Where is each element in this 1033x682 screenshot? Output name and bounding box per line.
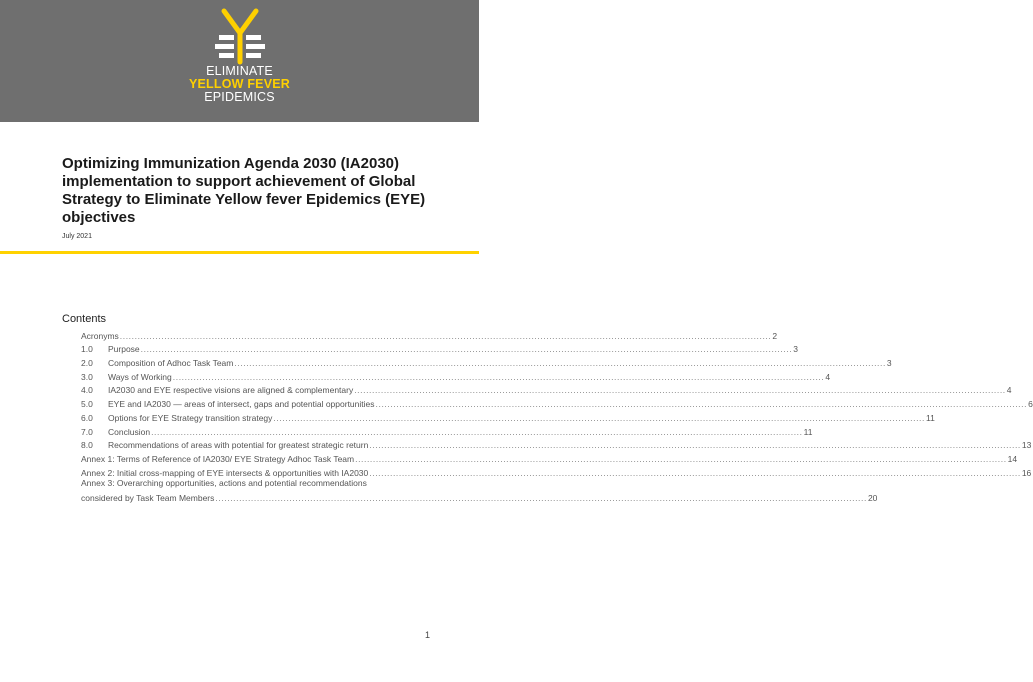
toc-entry-page: 3 bbox=[793, 344, 798, 355]
toc-entry-page: 14 bbox=[1007, 453, 1018, 464]
toc-entry-page: 11 bbox=[803, 426, 813, 437]
toc-entry-page: 20 bbox=[867, 493, 878, 504]
toc-entry-page: 4 bbox=[825, 371, 831, 382]
toc-entry[interactable] bbox=[81, 327, 778, 341]
toc-entry[interactable] bbox=[81, 423, 813, 437]
toc-entry-page: 13 bbox=[1021, 440, 1032, 451]
document-date: July 2021 bbox=[62, 233, 92, 240]
toc-dot-leader: ............................................................................................................................................................................................................................ bbox=[151, 426, 803, 437]
toc-entry[interactable] bbox=[81, 354, 892, 369]
logo-text-yellow-fever: YELLOW FEVER bbox=[188, 77, 290, 91]
toc-entry-page: 16 bbox=[1021, 467, 1032, 478]
toc-entry-label: Annex 1: Terms of Reference of IA2030/ EYE Strategy Adhoc Task Team bbox=[81, 453, 355, 464]
toc-entry[interactable] bbox=[81, 450, 1018, 464]
title-divider bbox=[0, 251, 479, 254]
eye-logo-icon bbox=[210, 8, 270, 65]
toc-entry-label: considered by Task Team Members bbox=[81, 493, 215, 504]
toc-dot-leader: ............................................................................................................................................................................................................................ bbox=[273, 412, 925, 423]
document-title: Optimizing Immunization Agenda 2030 (IA2030) implementation to support achievement of Global Strategy to Eliminate Yellow fever Epidemics (EYE) objectives bbox=[62, 155, 426, 226]
toc-entry-number: 7.0 bbox=[81, 426, 93, 437]
toc-entry-label: Purpose bbox=[108, 344, 140, 355]
toc-entry-label: IA2030 and EYE respective visions are aligned & complementary bbox=[108, 385, 354, 396]
toc-entry[interactable] bbox=[81, 341, 798, 355]
toc-dot-leader: ............................................................................................................................................................................................................................ bbox=[172, 371, 825, 382]
toc-dot-leader: ............................................................................................................................................................................................................................ bbox=[355, 453, 1007, 464]
toc-entry[interactable] bbox=[81, 437, 1032, 451]
toc-entry-label[interactable]: Annex 3: Overarching opportunities, actions and potential recommendations bbox=[81, 477, 367, 488]
toc-entry-page: 11 bbox=[925, 412, 935, 423]
toc-entry[interactable] bbox=[81, 382, 1012, 396]
toc-entry-page: 2 bbox=[772, 330, 778, 341]
toc-entry[interactable] bbox=[81, 395, 1033, 410]
toc-entry-number: 8.0 bbox=[81, 440, 93, 451]
contents-heading: Contents bbox=[62, 313, 107, 325]
toc-entry-label: Ways of Working bbox=[108, 371, 172, 382]
toc-entry[interactable] bbox=[81, 464, 1032, 478]
page-number: 1 bbox=[425, 630, 431, 640]
toc-entry[interactable] bbox=[81, 490, 878, 504]
toc-dot-leader: ............................................................................................................................................................................................................................ bbox=[369, 440, 1021, 451]
toc-entry-label: Acronyms bbox=[81, 330, 119, 341]
toc-entry-number: 3.0 bbox=[81, 371, 93, 382]
toc-dot-leader: ............................................................................................................................................................................................................................ bbox=[234, 358, 886, 369]
toc-entry-number: 5.0 bbox=[81, 399, 93, 410]
toc-dot-leader: ............................................................................................................................................................................................................................ bbox=[354, 385, 1006, 396]
toc-entry-number: 6.0 bbox=[81, 412, 93, 423]
toc-entry-number: 2.0 bbox=[81, 358, 93, 369]
toc-entry-page: 3 bbox=[886, 358, 892, 369]
toc-entry[interactable] bbox=[81, 368, 831, 382]
eye-logo bbox=[0, 8, 479, 104]
toc-entry-page: 6 bbox=[1028, 399, 1033, 410]
toc-dot-leader: ............................................................................................................................................................................................................................ bbox=[369, 467, 1021, 478]
toc-entry-label: EYE and IA2030 — areas of intersect, gaps and potential opportunities bbox=[108, 399, 375, 410]
toc-dot-leader: ............................................................................................................................................................................................................................ bbox=[215, 493, 867, 504]
toc-entry-page: 4 bbox=[1006, 385, 1012, 396]
toc-entry-label: Options for EYE Strategy transition strategy bbox=[108, 412, 273, 423]
toc-entry[interactable] bbox=[81, 409, 935, 423]
toc-entry-number: 4.0 bbox=[81, 385, 93, 396]
toc-dot-leader: ............................................................................................................................................................................................................................ bbox=[375, 399, 1028, 410]
toc-dot-leader: ............................................................................................................................................................................................................................ bbox=[140, 344, 793, 355]
logo-text-epidemics: EPIDEMICS bbox=[204, 90, 275, 104]
header-banner bbox=[0, 0, 479, 122]
logo-text-eliminate: ELIMINATE bbox=[206, 64, 273, 78]
toc-entry-label: Recommendations of areas with potential for greatest strategic return bbox=[108, 440, 369, 451]
toc-entry-number: 1.0 bbox=[81, 344, 93, 355]
toc-entry-label: Composition of Adhoc Task Team bbox=[108, 358, 234, 369]
table-of-contents bbox=[81, 327, 1033, 504]
toc-entry-label: Conclusion bbox=[108, 426, 151, 437]
toc-entry-label: Annex 2: Initial cross-mapping of EYE intersects & opportunities with IA2030 bbox=[81, 467, 369, 478]
toc-dot-leader: ............................................................................................................................................................................................................................ bbox=[119, 330, 772, 341]
